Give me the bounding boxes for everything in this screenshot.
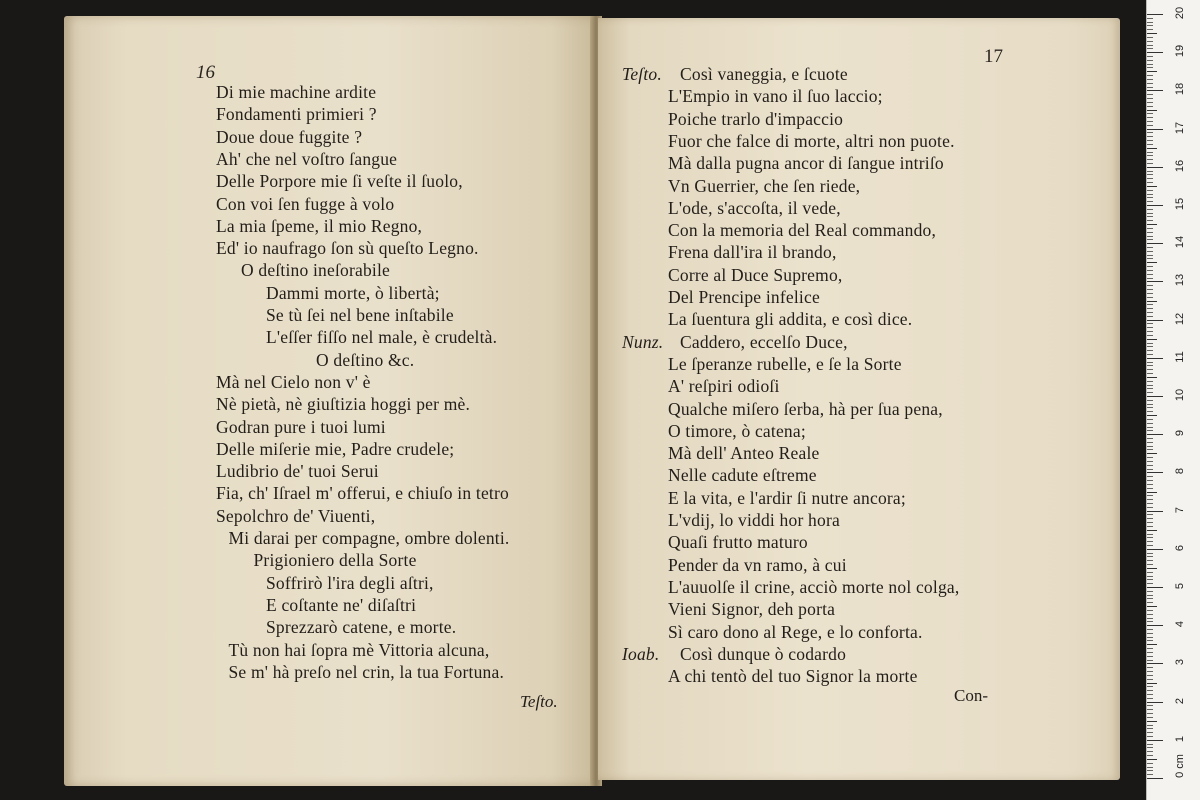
verse-line: Con voi ſen fugge à volo [216, 193, 395, 214]
ruler-tick [1147, 537, 1153, 538]
ruler-tick [1147, 14, 1163, 15]
ruler-unit-label: 0 cm [1174, 754, 1186, 778]
ruler-tick [1147, 744, 1153, 745]
ruler-tick [1147, 293, 1153, 294]
verse-line: Ludibrio de' tuoi Serui [216, 461, 379, 482]
ruler-tick [1147, 381, 1153, 382]
verse-line: L'auuolſe il crine, acciò morte nol colga, [668, 576, 960, 597]
ruler-number: 2 [1174, 697, 1186, 704]
ruler-tick [1147, 698, 1153, 699]
ruler-tick [1147, 278, 1153, 279]
verse-line: Dammi morte, ò libertà; [266, 282, 440, 303]
ruler-tick [1147, 404, 1153, 405]
ruler-tick [1147, 304, 1153, 305]
ruler-tick [1147, 667, 1153, 668]
ruler-tick [1147, 767, 1153, 768]
ruler-tick [1147, 262, 1157, 263]
ruler-tick [1147, 327, 1153, 328]
ruler-number: 15 [1174, 197, 1186, 211]
ruler-tick [1147, 476, 1153, 477]
ruler-tick [1147, 301, 1157, 302]
ruler-tick [1147, 472, 1163, 473]
ruler-tick [1147, 178, 1153, 179]
ruler-tick [1147, 79, 1153, 80]
ruler-tick [1147, 251, 1153, 252]
ruler-tick [1147, 22, 1153, 23]
ruler-tick [1147, 553, 1153, 554]
ruler-tick [1147, 209, 1153, 210]
ruler-tick [1147, 518, 1153, 519]
ruler-tick [1147, 522, 1153, 523]
ruler-tick [1147, 488, 1153, 489]
ruler-tick [1147, 679, 1153, 680]
ruler-number: 6 [1174, 544, 1186, 551]
verse-line: Così dunque ò codardo [680, 643, 847, 664]
ruler-tick [1147, 37, 1153, 38]
ruler-tick [1147, 289, 1153, 290]
ruler-tick [1147, 556, 1153, 557]
ruler-tick [1147, 621, 1153, 622]
ruler-tick [1147, 606, 1157, 607]
ruler-tick [1147, 461, 1153, 462]
ruler-tick [1147, 763, 1153, 764]
ruler-number: 7 [1174, 506, 1186, 513]
ruler-tick [1147, 190, 1153, 191]
verse-line: Sprezzarò catene, e morte. [266, 617, 457, 638]
ruler-tick [1147, 174, 1153, 175]
ruler-tick [1147, 331, 1153, 332]
ruler-tick [1147, 316, 1153, 317]
ruler-tick [1147, 45, 1153, 46]
ruler-tick [1147, 583, 1153, 584]
ruler-tick [1147, 121, 1153, 122]
ruler-tick [1147, 132, 1153, 133]
verse-line: La mia ſpeme, il mio Regno, [216, 215, 423, 236]
ruler-tick [1147, 598, 1153, 599]
ruler-tick [1147, 453, 1157, 454]
ruler-tick [1147, 545, 1153, 546]
ruler-tick [1147, 648, 1153, 649]
verse-line: Di mie machine ardite [216, 82, 377, 102]
verse-line: Così vaneggia, e ſcuote [680, 64, 848, 84]
ruler-tick [1147, 270, 1153, 271]
ruler-tick [1147, 587, 1163, 588]
ruler-tick [1147, 415, 1157, 416]
ruler-tick [1147, 419, 1153, 420]
ruler-tick [1147, 751, 1153, 752]
ruler-tick [1147, 549, 1163, 550]
ruler-tick [1147, 663, 1163, 664]
ruler-tick [1147, 224, 1157, 225]
ruler-number: 9 [1174, 430, 1186, 437]
ruler-tick [1147, 163, 1153, 164]
ruler-tick [1147, 182, 1153, 183]
ruler-tick [1147, 400, 1153, 401]
verse-line: Nè pietà, nè giuſtizia hoggi per mè. [216, 394, 471, 415]
ruler-number: 12 [1174, 312, 1186, 325]
ruler-tick [1147, 618, 1153, 619]
ruler-tick [1147, 385, 1153, 386]
verse-line: Doue doue fuggite ? [216, 126, 363, 147]
ruler-tick [1147, 106, 1153, 107]
ruler-tick [1147, 354, 1153, 355]
ruler-tick [1147, 102, 1153, 103]
ruler-tick [1147, 87, 1153, 88]
verse-line: Qualche miſero ſerba, hà per ſua pena, [668, 398, 943, 419]
verse-line: Le ſperanze rubelle, e ſe la Sorte [668, 353, 902, 374]
verse-line: Sepolchro de' Viuenti, [216, 505, 376, 526]
verse-line: Pender da vn ramo, à cui [668, 554, 847, 575]
ruler-tick [1147, 362, 1153, 363]
ruler-tick [1147, 717, 1153, 718]
verse-line: Fondamenti primieri ? [216, 104, 377, 125]
page-number-right: 17 [984, 46, 1003, 67]
ruler-tick [1147, 125, 1153, 126]
ruler-number: 5 [1174, 582, 1186, 590]
ruler-tick [1147, 255, 1153, 256]
ruler-tick [1147, 220, 1153, 221]
measuring-ruler [1146, 0, 1200, 800]
ruler-tick [1147, 243, 1163, 244]
ruler-tick [1147, 186, 1157, 187]
ruler-tick [1147, 194, 1153, 195]
catchword-right: Con- [954, 686, 988, 705]
ruler-tick [1147, 75, 1153, 76]
ruler-number: 18 [1174, 83, 1186, 96]
verse-line: Frena dall'ira il brando, [668, 242, 837, 263]
verse-line: A' reſpiri odioſi [668, 376, 780, 397]
verse-line: Prigioniero della Sorte [253, 550, 417, 571]
verse-line: L'ode, s'accoſta, il vede, [668, 197, 841, 218]
verse-line: L'eſſer fiſſo nel male, è crudeltà. [266, 327, 498, 348]
ruler-tick [1147, 503, 1153, 504]
ruler-tick [1147, 526, 1153, 527]
ruler-tick [1147, 633, 1153, 634]
ruler-tick [1147, 484, 1153, 485]
ruler-tick [1147, 449, 1153, 450]
ruler-tick [1147, 610, 1153, 611]
ruler-tick [1147, 60, 1153, 61]
verse-line: Poiche trarlo d'impaccio [668, 108, 844, 129]
ruler-tick [1147, 511, 1163, 512]
ruler-number: 8 [1174, 468, 1186, 475]
ruler-tick [1147, 778, 1163, 779]
verse-line: Mi darai per compagne, ombre dolenti. [228, 528, 510, 548]
ruler-tick [1147, 129, 1163, 130]
speaker-label: Teſto. [622, 64, 662, 84]
ruler-tick [1147, 629, 1153, 630]
ruler-tick [1147, 492, 1157, 493]
ruler-tick [1147, 572, 1153, 573]
ruler-tick [1147, 438, 1153, 439]
page-number-left: 16 [196, 62, 215, 83]
verse-line: Fia, ch' Iſrael m' offerui, e chiuſo in tetro [216, 483, 509, 504]
verse-line: O timore, ò catena; [668, 420, 806, 441]
ruler-tick [1147, 343, 1153, 344]
ruler-tick [1147, 110, 1157, 111]
ruler-tick [1147, 747, 1153, 748]
ruler-tick [1147, 228, 1153, 229]
ruler-number: 11 [1174, 351, 1186, 363]
ruler-tick [1147, 411, 1153, 412]
verse-line: Mà dalla pugna ancor di ſangue intriſo [668, 153, 944, 174]
ruler-tick [1147, 98, 1153, 99]
ruler-tick [1147, 446, 1153, 447]
ruler-tick [1147, 285, 1153, 286]
ruler-tick [1147, 728, 1153, 729]
verse-line: Delle Porpore mie ſi veſte il ſuolo, [216, 171, 463, 192]
ruler-tick [1147, 652, 1153, 653]
ruler-tick [1147, 457, 1153, 458]
ruler-tick [1147, 407, 1153, 408]
verse-line: Soffrirò l'ira degli aſtri, [266, 572, 434, 593]
verse-line: Ed' io naufrago ſon sù queſto Legno. [216, 238, 479, 259]
ruler-tick [1147, 690, 1153, 691]
verse-line: Mà nel Cielo non v' è [216, 371, 371, 392]
ruler-tick [1147, 144, 1153, 145]
ruler-tick [1147, 683, 1157, 684]
ruler-tick [1147, 725, 1153, 726]
verse-line: L'vdij, lo viddi hor hora [668, 510, 840, 530]
ruler-tick [1147, 281, 1163, 282]
ruler-tick [1147, 694, 1153, 695]
ruler-tick [1147, 56, 1153, 57]
ruler-tick [1147, 377, 1157, 378]
ruler-tick [1147, 568, 1157, 569]
verse-line: Vn Guerrier, che ſen riede, [668, 175, 861, 196]
ruler-tick [1147, 736, 1153, 737]
ruler-tick [1147, 320, 1163, 321]
ruler-tick [1147, 71, 1157, 72]
ruler-tick [1147, 705, 1153, 706]
speaker-label: Nunz. [622, 331, 664, 352]
ruler-tick [1147, 64, 1153, 65]
ruler-tick [1147, 346, 1153, 347]
ruler-number: 10 [1174, 388, 1186, 402]
ruler-tick [1147, 266, 1153, 267]
verse-line: Corre al Duce Supremo, [668, 264, 843, 285]
verse-line: Ah' che nel voſtro ſangue [216, 148, 398, 169]
ruler-tick [1147, 373, 1153, 374]
ruler-tick [1147, 434, 1163, 435]
ruler-tick [1147, 759, 1157, 760]
ruler-tick [1147, 660, 1153, 661]
verse-line: O deſtino ineſorabile [241, 260, 391, 281]
ruler-tick [1147, 167, 1163, 168]
ruler-tick [1147, 140, 1153, 141]
ruler-tick [1147, 339, 1157, 340]
catchword-left: Teſto. [520, 692, 558, 711]
ruler-tick [1147, 171, 1153, 172]
ruler-tick [1147, 159, 1153, 160]
ruler-tick [1147, 25, 1153, 26]
verse-line: E la vita, e l'ardir ſi nutre ancora; [668, 487, 906, 508]
verse-line: La ſuentura gli addita, e così dice. [668, 309, 913, 330]
ruler-tick [1147, 312, 1153, 313]
ruler-tick [1147, 442, 1153, 443]
ruler-tick [1147, 499, 1153, 500]
verse-line: E coſtante ne' diſaſtri [266, 594, 417, 615]
ruler-tick [1147, 602, 1153, 603]
ruler-tick [1147, 614, 1153, 615]
ruler-tick [1147, 18, 1153, 19]
verse-line: Mà dell' Anteo Reale [668, 443, 820, 464]
ruler-tick [1147, 297, 1153, 298]
ruler-number: 20 [1174, 6, 1186, 20]
ruler-tick [1147, 117, 1153, 118]
ruler-tick [1147, 640, 1153, 641]
ruler-tick [1147, 236, 1153, 237]
ruler-tick [1147, 201, 1153, 202]
ruler-tick [1147, 155, 1153, 156]
speaker-label: Ioab. [622, 643, 660, 664]
ruler-tick [1147, 83, 1153, 84]
ruler-tick [1147, 430, 1153, 431]
ruler-tick [1147, 656, 1153, 657]
ruler-tick [1147, 709, 1153, 710]
verse-line: O deſtino &c. [316, 349, 415, 370]
ruler-tick [1147, 595, 1153, 596]
ruler-tick [1147, 392, 1153, 393]
ruler-tick [1147, 579, 1153, 580]
ruler-tick [1147, 480, 1153, 481]
ruler-tick [1147, 564, 1153, 565]
ruler-tick [1147, 702, 1163, 703]
verse-line: Fuor che falce di morte, altri non puote. [668, 130, 955, 151]
ruler-tick [1147, 530, 1157, 531]
ruler-tick [1147, 335, 1153, 336]
ruler-tick [1147, 239, 1153, 240]
ruler-tick [1147, 29, 1153, 30]
ruler-tick [1147, 755, 1153, 756]
ruler-tick [1147, 205, 1163, 206]
ruler-tick [1147, 113, 1153, 114]
ruler-tick [1147, 671, 1153, 672]
ruler-tick [1147, 152, 1153, 153]
ruler-tick [1147, 90, 1163, 91]
ruler-tick [1147, 48, 1153, 49]
ruler-number: 16 [1174, 159, 1186, 172]
ruler-tick [1147, 625, 1163, 626]
ruler-tick [1147, 369, 1153, 370]
ruler-tick [1147, 740, 1163, 741]
ruler-tick [1147, 675, 1153, 676]
ruler-tick [1147, 258, 1153, 259]
ruler-tick [1147, 770, 1153, 771]
ruler-tick [1147, 686, 1153, 687]
ruler-tick [1147, 33, 1157, 34]
verse-line: Se tù ſei nel bene inſtabile [266, 305, 454, 325]
ruler-tick [1147, 136, 1153, 137]
verse-line: Se m' hà preſo nel crin, la tua Fortuna. [228, 661, 505, 682]
ruler-tick [1147, 534, 1153, 535]
ruler-tick [1147, 388, 1153, 389]
ruler-tick [1147, 396, 1163, 397]
ruler-tick [1147, 774, 1153, 775]
ruler-tick [1147, 637, 1153, 638]
ruler-tick [1147, 576, 1153, 577]
verse-line: Caddero, eccelſo Duce, [680, 331, 848, 352]
ruler-number: 17 [1174, 121, 1186, 134]
ruler-tick [1147, 148, 1157, 149]
ruler-tick [1147, 507, 1153, 508]
verse-line: Del Prencipe infelice [668, 287, 820, 307]
ruler-tick [1147, 423, 1153, 424]
ruler-tick [1147, 732, 1153, 733]
verse-line: A chi tentò del tuo Signor la morte [668, 666, 918, 687]
ruler-number: 19 [1174, 45, 1186, 58]
ruler-tick [1147, 308, 1153, 309]
ruler-tick [1147, 216, 1153, 217]
ruler-tick [1147, 232, 1153, 233]
ruler-number: 13 [1174, 274, 1186, 287]
ruler-number: 4 [1174, 621, 1186, 628]
ruler-tick [1147, 365, 1153, 366]
verse-line: Delle miſerie mie, Padre crudele; [216, 438, 455, 459]
ruler-tick [1147, 514, 1153, 515]
verse-line: Godran pure i tuoi lumi [216, 416, 386, 437]
ruler-tick [1147, 427, 1153, 428]
ruler-tick [1147, 560, 1153, 561]
ruler-tick [1147, 495, 1153, 496]
ruler-tick [1147, 323, 1153, 324]
verse-line: L'Empio in vano il ſuo laccio; [668, 86, 883, 107]
verse-line: Con la memoria del Real commando, [668, 220, 937, 241]
ruler-tick [1147, 469, 1153, 470]
ruler-tick [1147, 541, 1153, 542]
ruler-tick [1147, 52, 1163, 53]
ruler-number: 3 [1174, 659, 1186, 666]
ruler-tick [1147, 41, 1153, 42]
verse-line: Nelle cadute eſtreme [668, 465, 817, 486]
verse-line: Quaſi frutto maturo [668, 532, 808, 553]
ruler-tick [1147, 247, 1153, 248]
ruler-number: 1 [1174, 735, 1186, 742]
ruler-tick [1147, 465, 1153, 466]
right-page [598, 18, 1120, 780]
ruler-tick [1147, 274, 1153, 275]
ruler-tick [1147, 67, 1153, 68]
verse-line: Sì caro dono al Rege, e lo conforta. [668, 621, 923, 642]
ruler-tick [1147, 350, 1153, 351]
ruler-tick [1147, 644, 1157, 645]
ruler-tick [1147, 94, 1153, 95]
ruler-tick [1147, 358, 1163, 359]
ruler-tick [1147, 713, 1153, 714]
ruler-tick [1147, 591, 1153, 592]
left-page [64, 16, 594, 786]
ruler-number: 14 [1174, 236, 1186, 249]
ruler-tick [1147, 213, 1153, 214]
verse-line: Tù non hai ſopra mè Vittoria alcuna, [228, 639, 490, 660]
ruler-tick [1147, 721, 1157, 722]
ruler-tick [1147, 197, 1153, 198]
verse-line: Vieni Signor, deh porta [668, 599, 836, 620]
